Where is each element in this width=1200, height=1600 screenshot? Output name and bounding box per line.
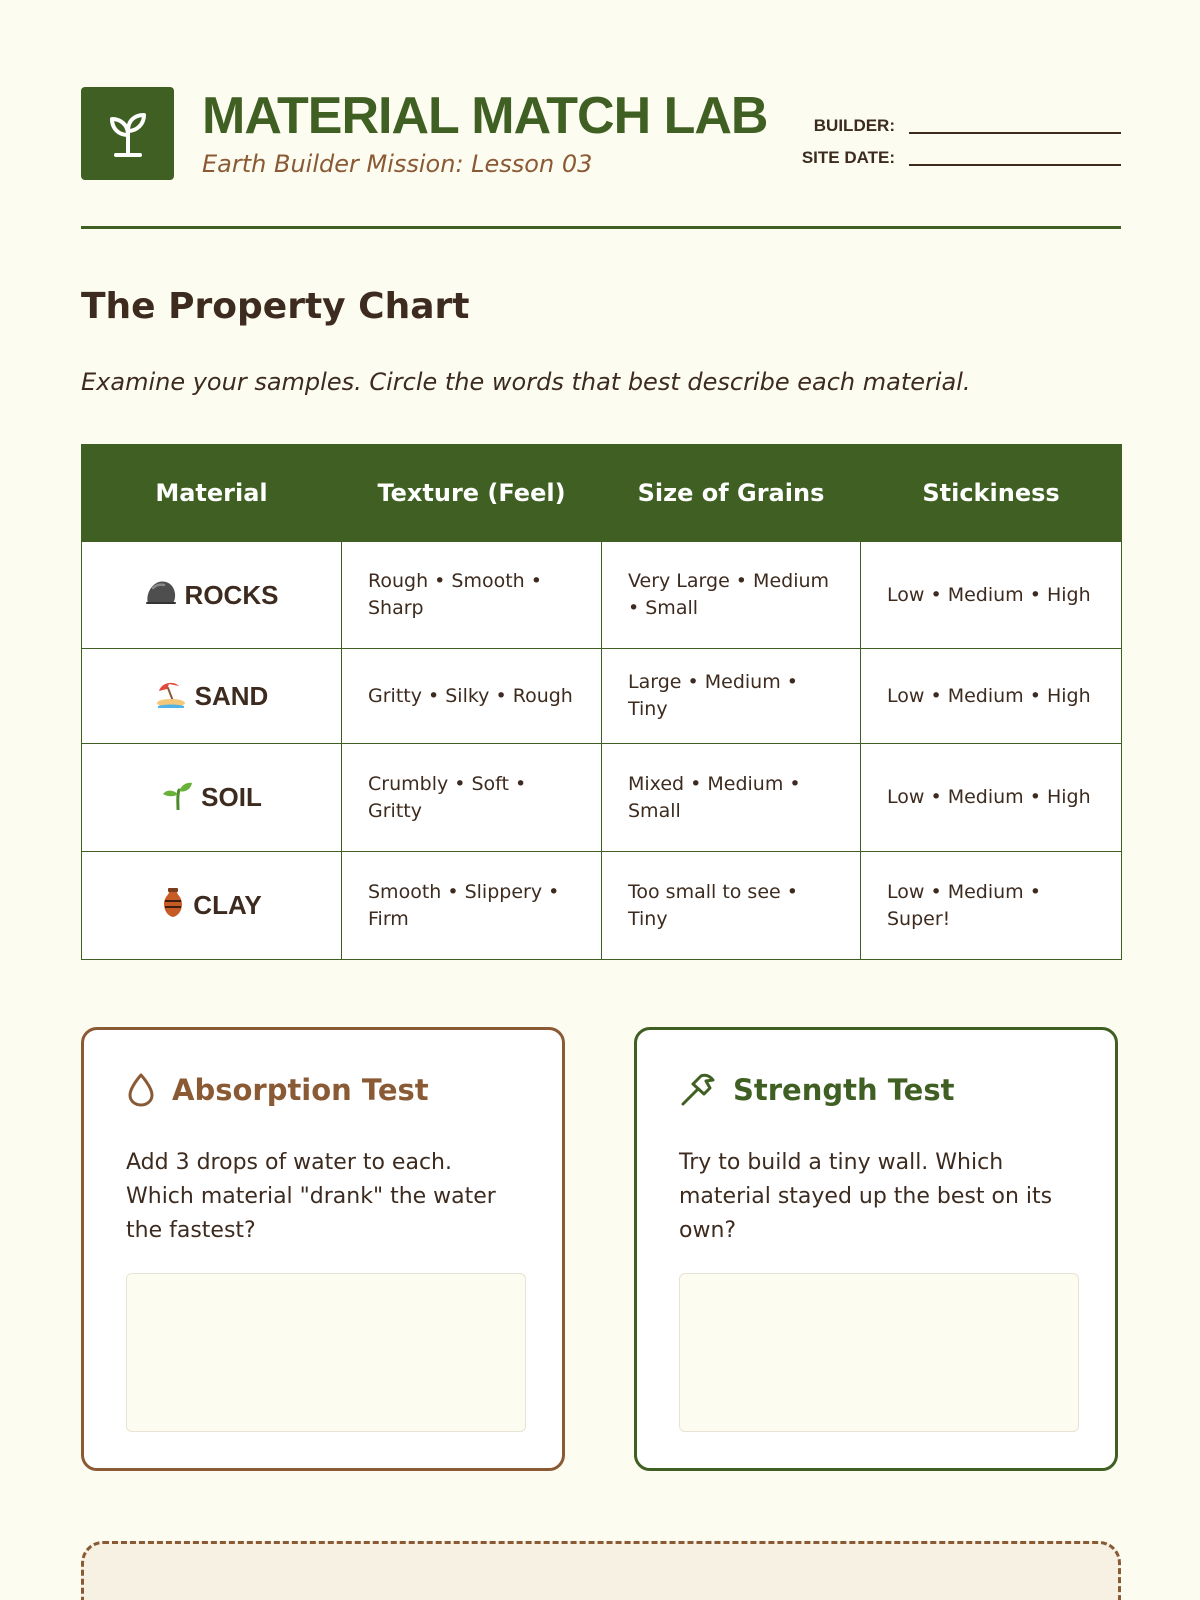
strength-test-question: Try to build a tiny wall. Which material stayed up the best on its own? bbox=[679, 1150, 1053, 1243]
absorption-test-header bbox=[126, 1072, 429, 1108]
material-name: SOIL bbox=[201, 782, 262, 812]
texture-options[interactable]: Gritty • Silky • Rough bbox=[342, 649, 602, 744]
water-drop-icon bbox=[126, 1072, 156, 1108]
header-texture: Texture (Feel) bbox=[342, 445, 602, 542]
rock-icon bbox=[145, 579, 177, 612]
table-row bbox=[82, 744, 1122, 852]
material-name: SAND bbox=[194, 680, 269, 711]
material-cell bbox=[82, 649, 342, 744]
dashed-notes-box bbox=[81, 1541, 1121, 1600]
stickiness-options[interactable]: Low • Medium • High bbox=[861, 542, 1122, 649]
table-row bbox=[82, 649, 1122, 744]
header-material: Material bbox=[82, 445, 342, 542]
header bbox=[81, 87, 1121, 187]
table-row bbox=[82, 852, 1122, 960]
sprout-icon bbox=[106, 111, 150, 157]
table-header-row bbox=[82, 445, 1122, 542]
material-cell bbox=[82, 852, 342, 960]
absorption-test-title: Absorption Test bbox=[172, 1073, 429, 1107]
name-date-fields bbox=[781, 104, 1121, 168]
absorption-answer-box[interactable] bbox=[126, 1273, 526, 1432]
material-cell bbox=[82, 744, 342, 852]
strength-test-title: Strength Test bbox=[733, 1073, 955, 1107]
material-name: ROCKS bbox=[184, 579, 279, 610]
stickiness-options[interactable]: Low • Medium • High bbox=[861, 744, 1122, 852]
amphora-icon bbox=[161, 887, 185, 924]
hammer-icon bbox=[679, 1072, 717, 1108]
strength-test-card bbox=[634, 1027, 1118, 1471]
grain-size-options[interactable]: Too small to see • Tiny bbox=[602, 852, 861, 960]
property-chart-table bbox=[81, 444, 1122, 960]
material-name: CLAY bbox=[193, 890, 262, 920]
strength-answer-box[interactable] bbox=[679, 1273, 1079, 1432]
builder-label: BUILDER: bbox=[813, 116, 895, 135]
section-title: The Property Chart bbox=[81, 286, 470, 327]
seedling-icon bbox=[161, 780, 193, 815]
site-date-write-line[interactable] bbox=[909, 154, 1121, 166]
grain-size-options[interactable]: Very Large • Medium • Small bbox=[602, 542, 861, 649]
absorption-test-question: Add 3 drops of water to each. Which material "drank" the water the fastest? bbox=[126, 1150, 496, 1243]
builder-field-row bbox=[781, 104, 1121, 136]
table-row bbox=[82, 542, 1122, 649]
header-stickiness: Stickiness bbox=[861, 445, 1122, 542]
texture-options[interactable]: Rough • Smooth • Sharp bbox=[342, 542, 602, 649]
beach-umbrella-icon bbox=[155, 679, 187, 714]
texture-options[interactable]: Smooth • Slippery • Firm bbox=[342, 852, 602, 960]
site-date-label: SITE DATE: bbox=[801, 148, 895, 167]
header-divider bbox=[81, 226, 1121, 229]
header-grain-size: Size of Grains bbox=[602, 445, 861, 542]
absorption-test-card bbox=[81, 1027, 565, 1471]
builder-write-line[interactable] bbox=[909, 122, 1121, 134]
strength-test-header bbox=[679, 1072, 954, 1108]
stickiness-options[interactable]: Low • Medium • High bbox=[861, 649, 1122, 744]
grain-size-options[interactable]: Mixed • Medium • Small bbox=[602, 744, 861, 852]
texture-options[interactable]: Crumbly • Soft • Gritty bbox=[342, 744, 602, 852]
grain-size-options[interactable]: Large • Medium • Tiny bbox=[602, 649, 861, 744]
page-title: MATERIAL MATCH LAB bbox=[202, 87, 768, 145]
worksheet-page bbox=[81, 0, 1121, 1600]
logo bbox=[81, 87, 174, 180]
lesson-subtitle: Earth Builder Mission: Lesson 03 bbox=[202, 150, 593, 178]
material-cell bbox=[82, 542, 342, 649]
stickiness-options[interactable]: Low • Medium • Super! bbox=[861, 852, 1122, 960]
site-date-field-row bbox=[781, 136, 1121, 168]
instructions: Examine your samples. Circle the words that best describe each material. bbox=[81, 368, 971, 396]
